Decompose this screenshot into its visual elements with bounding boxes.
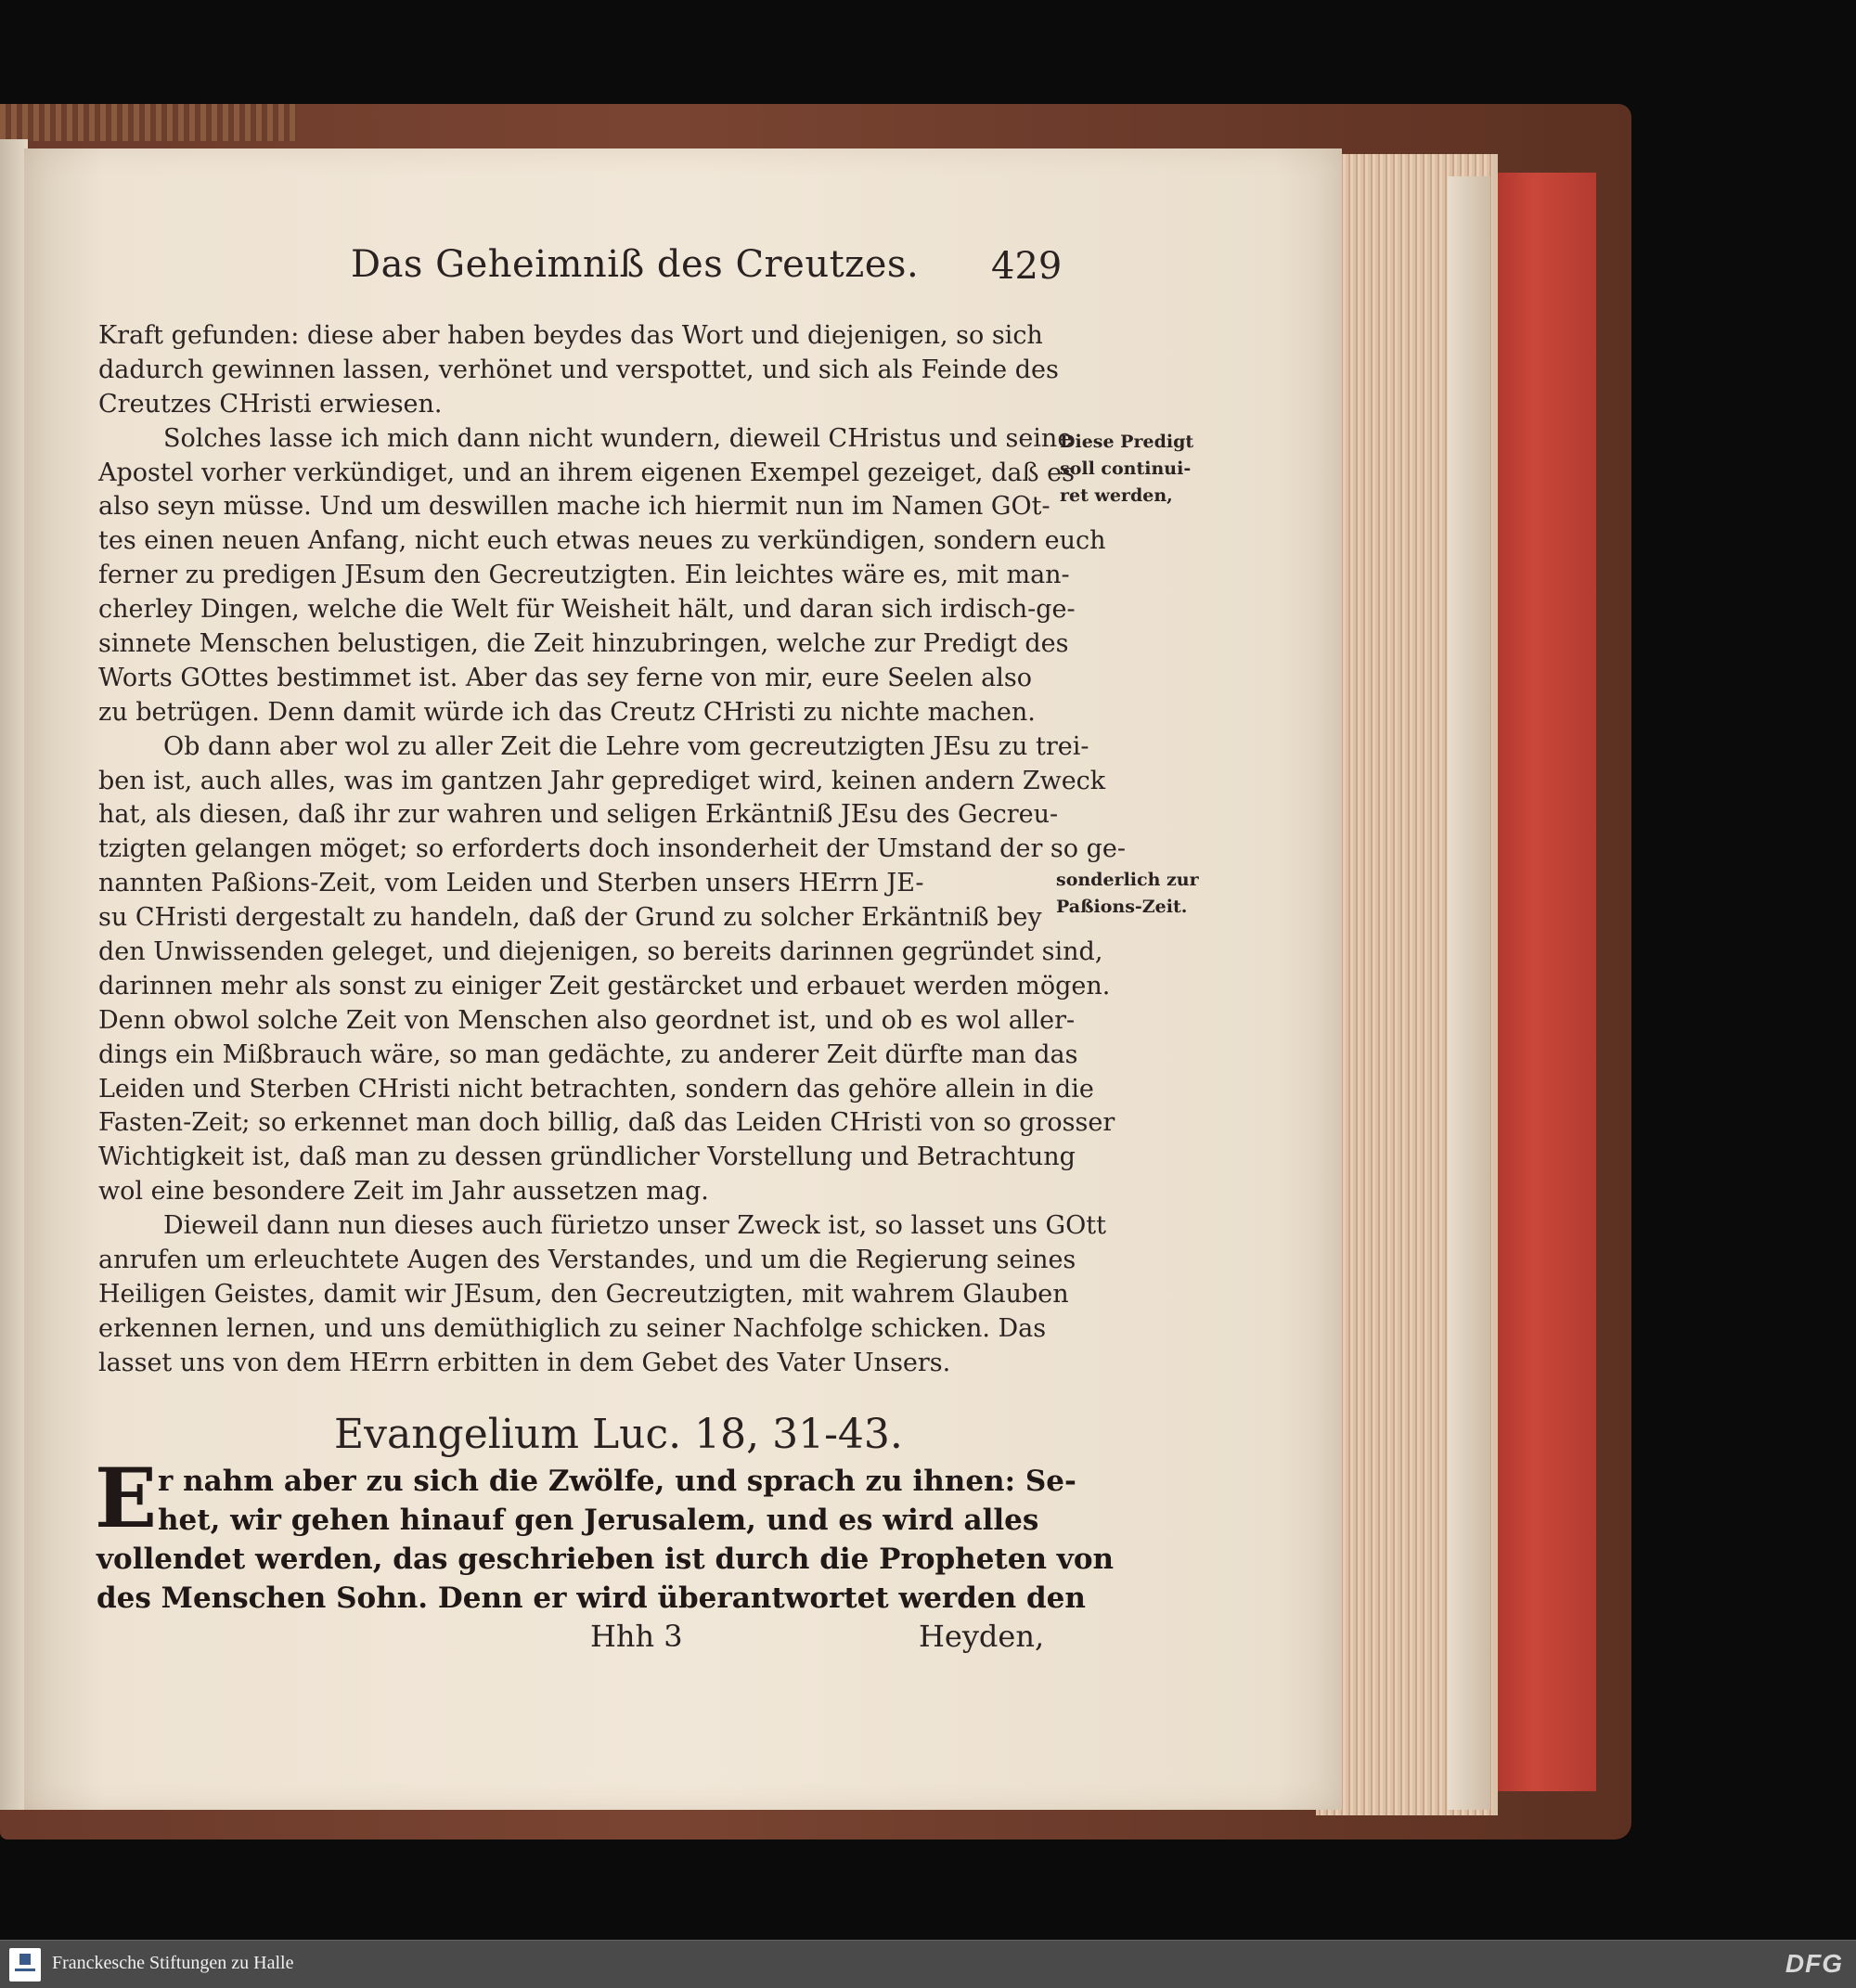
body-line: wol eine besondere Zeit im Jahr aussetzen mag. (98, 1177, 709, 1207)
body-line: zu betrügen. Denn damit würde ich das Creutz CHristi zu nichte machen. (98, 697, 1036, 727)
body-line: den Unwissenden geleget, und diejenigen, so bereits darinnen gegründet sind, (98, 937, 1103, 967)
marginal-note-1 (1060, 429, 1227, 510)
page-number: 429 (991, 245, 1063, 288)
body-line: sinnete Menschen belustigen, die Zeit hinzubringen, welche zur Predigt des (98, 629, 1069, 659)
marginal-note-line: Paßions-Zeit. (1056, 897, 1188, 917)
body-line: dings ein Mißbrauch wäre, so man gedächte, zu anderer Zeit dürfte man das (98, 1039, 1078, 1069)
body-line: Apostel vorher verkündiget, und an ihrem eigenen Exempel gezeiget, daß es (98, 458, 1075, 487)
marginal-note-line: sonderlich zur (1056, 870, 1199, 890)
footer-bar (0, 1940, 1856, 1988)
marginal-note-line: Diese Predigt (1060, 432, 1194, 452)
gospel-line: r nahm aber zu sich die Zwölfe, und sprach zu ihnen: Se- (158, 1465, 1076, 1498)
body-line: erkennen lernen, und uns demüthiglich zu seiner Nachfolge schicken. Das (98, 1313, 1047, 1343)
institution-logo-icon (9, 1948, 41, 1982)
catchword: Heyden, (919, 1619, 1045, 1654)
body-line: Worts GOttes bestimmet ist. Aber das sey ferne von mir, eure Seelen also (98, 663, 1033, 692)
footer-dfg-logo: DFG (1785, 1949, 1843, 1978)
body-line: tzigten gelangen möget; so erforderts doch insonderheit der Umstand der so ge- (98, 834, 1127, 864)
body-line: su CHristi dergestalt zu handeln, daß der Grund zu solcher Erkäntniß bey (98, 903, 1042, 933)
body-line: Dieweil dann nun dieses auch fürietzo unser Zweck ist, so lasset uns GOtt (163, 1211, 1106, 1241)
body-line: dadurch gewinnen lassen, verhönet und verspottet, und sich als Feinde des (98, 355, 1059, 384)
body-line: Denn obwol solche Zeit von Menschen also geordnet ist, und ob es wol aller- (98, 1005, 1076, 1035)
body-line: Wichtigkeit ist, daß man zu dessen gründlicher Vorstellung und Betrachtung (98, 1142, 1076, 1172)
body-line: lasset uns von dem HErrn erbitten in dem Gebet des Vater Unsers. (98, 1348, 951, 1377)
body-line: ferner zu predigen JEsum den Gecreutzigten. Ein leichtes wäre es, mit man- (98, 561, 1070, 590)
marginal-note-line: ret werden, (1060, 485, 1173, 506)
book-spine-top (0, 104, 297, 141)
marginal-note-line: soll continui- (1060, 458, 1192, 479)
gospel-line: het, wir gehen hinauf gen Jerusalem, und es wird alles (158, 1504, 1039, 1537)
gospel-line: des Menschen Sohn. Denn er wird überantwortet werden den (97, 1581, 1086, 1615)
body-line: cherley Dingen, welche die Welt für Weisheit hält, und daran sich irdisch-ge- (98, 595, 1076, 625)
gospel-text (97, 1462, 1115, 1618)
body-line: Leiden und Sterben CHristi nicht betrachten, sondern das gehöre allein in die (98, 1074, 1094, 1104)
body-line: nannten Paßions-Zeit, vom Leiden und Sterben unsers HErrn JE- (98, 869, 924, 898)
body-line: darinnen mehr als sonst zu einiger Zeit gestärcket und erbauet werden mögen. (98, 971, 1111, 1000)
gospel-dropcap: E (95, 1450, 158, 1546)
body-line: Solches lasse ich mich dann nicht wundern, dieweil CHristus und seine (163, 423, 1073, 453)
body-line: Kraft gefunden: diese aber haben beydes das Wort und diejenigen, so sich (98, 321, 1043, 350)
body-line: Creutzes CHristi erwiesen. (98, 389, 443, 419)
body-line: anrufen um erleuchtete Augen des Verstandes, und um die Regierung seines (98, 1246, 1076, 1275)
body-line: also seyn müsse. Und um deswillen mache ich hiermit nun im Namen GOt- (98, 492, 1050, 522)
running-title: Das Geheimniß des Creutzes. (351, 243, 920, 286)
body-line: Heiligen Geistes, damit wir JEsum, den Gecreutzigten, mit wahrem Glauben (98, 1279, 1069, 1309)
signature-mark: Hhh 3 (590, 1619, 683, 1654)
page-stack-shade (1448, 176, 1490, 1810)
body-line: Ob dann aber wol zu aller Zeit die Lehre vom gecreutzigten JEsu zu trei- (163, 731, 1089, 761)
gospel-line: vollendet werden, das geschrieben ist durch die Propheten von (97, 1543, 1115, 1576)
marginal-note-2 (1056, 867, 1199, 921)
body-line: tes einen neuen Anfang, nicht euch etwas neues zu verkündigen, sondern euch (98, 526, 1106, 556)
body-line: Fasten-Zeit; so erkennet man doch billig, daß das Leiden CHristi von so grosser (98, 1108, 1115, 1138)
body-line: hat, als diesen, daß ihr zur wahren und seligen Erkäntniß JEsu des Gecreu- (98, 800, 1059, 830)
body-line: ben ist, auch alles, was im gantzen Jahr geprediget wird, keinen andern Zweck (98, 766, 1106, 795)
gospel-heading: Evangelium Luc. 18, 31-43. (334, 1411, 903, 1458)
footer-institution: Franckesche Stiftungen zu Halle (52, 1953, 294, 1973)
red-page-edge (1483, 173, 1596, 1791)
